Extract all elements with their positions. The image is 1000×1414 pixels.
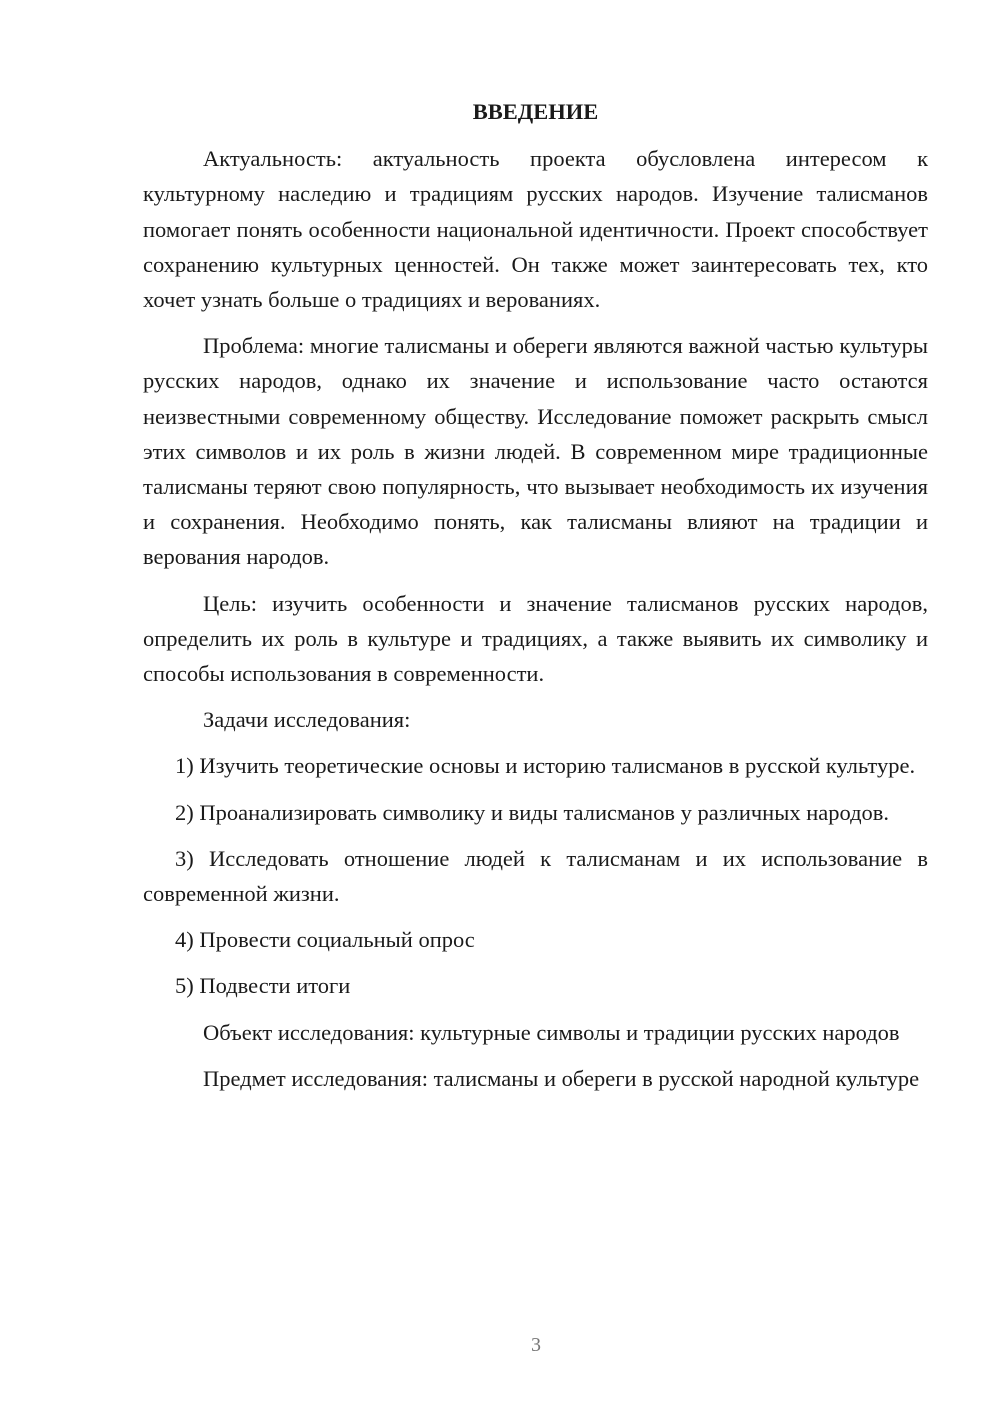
paragraph-object: Объект исследования: культурные символы и традиции русских народов [203,1019,900,1045]
paragraph-goal: Цель: изучить особенности и значение талисманов русских народов, определить их роль в культуре и традициях, а также выявить их символику и способы использования в современности. [143,590,928,687]
task-item-3: 3) Исследовать отношение людей к талисманам и их использование в современной жизни. [143,845,928,907]
task-item-4: 4) Провести социальный опрос [175,927,475,953]
paragraph-relevance: Актуальность: актуальность проекта обусловлена интересом к культурному наследию и традициям русских народов. Изучение талисманов помогает понять особенности национальной идентичности. Проект способствует сохранению культурных ценностей. Он также может заинтересовать тех, кто хочет узнать больше о традициях и верованиях. [143,146,928,313]
tasks-heading: Задачи исследования: [203,707,411,733]
task-item-5: 5) Подвести итоги [175,973,351,999]
paragraph-problem: Проблема: многие талисманы и обереги являются важной частью культуры русских народов, однако их значение и использование часто остаются неизвестными современному обществу. Исследование поможет раскрыть смысл этих символов и их роль в жизни людей. В современном мире традиционные талисманы теряют свою популярность, что вызывает необходимость их изучения и сохранения. Необходимо понять, как талисманы влияют на традиции и верования народов. [143,333,928,570]
page-title: ВВЕДЕНИЕ [472,99,599,124]
task-item-1: 1) Изучить теоретические основы и историю талисманов в русской культуре. [175,753,916,779]
task-item-2: 2) Проанализировать символику и виды талисманов у различных народов. [175,799,890,825]
page-number: 3 [531,1334,541,1356]
paragraph-subject: Предмет исследования: талисманы и обереги в русской народной культуре [203,1065,920,1091]
document-body [143,94,928,1107]
